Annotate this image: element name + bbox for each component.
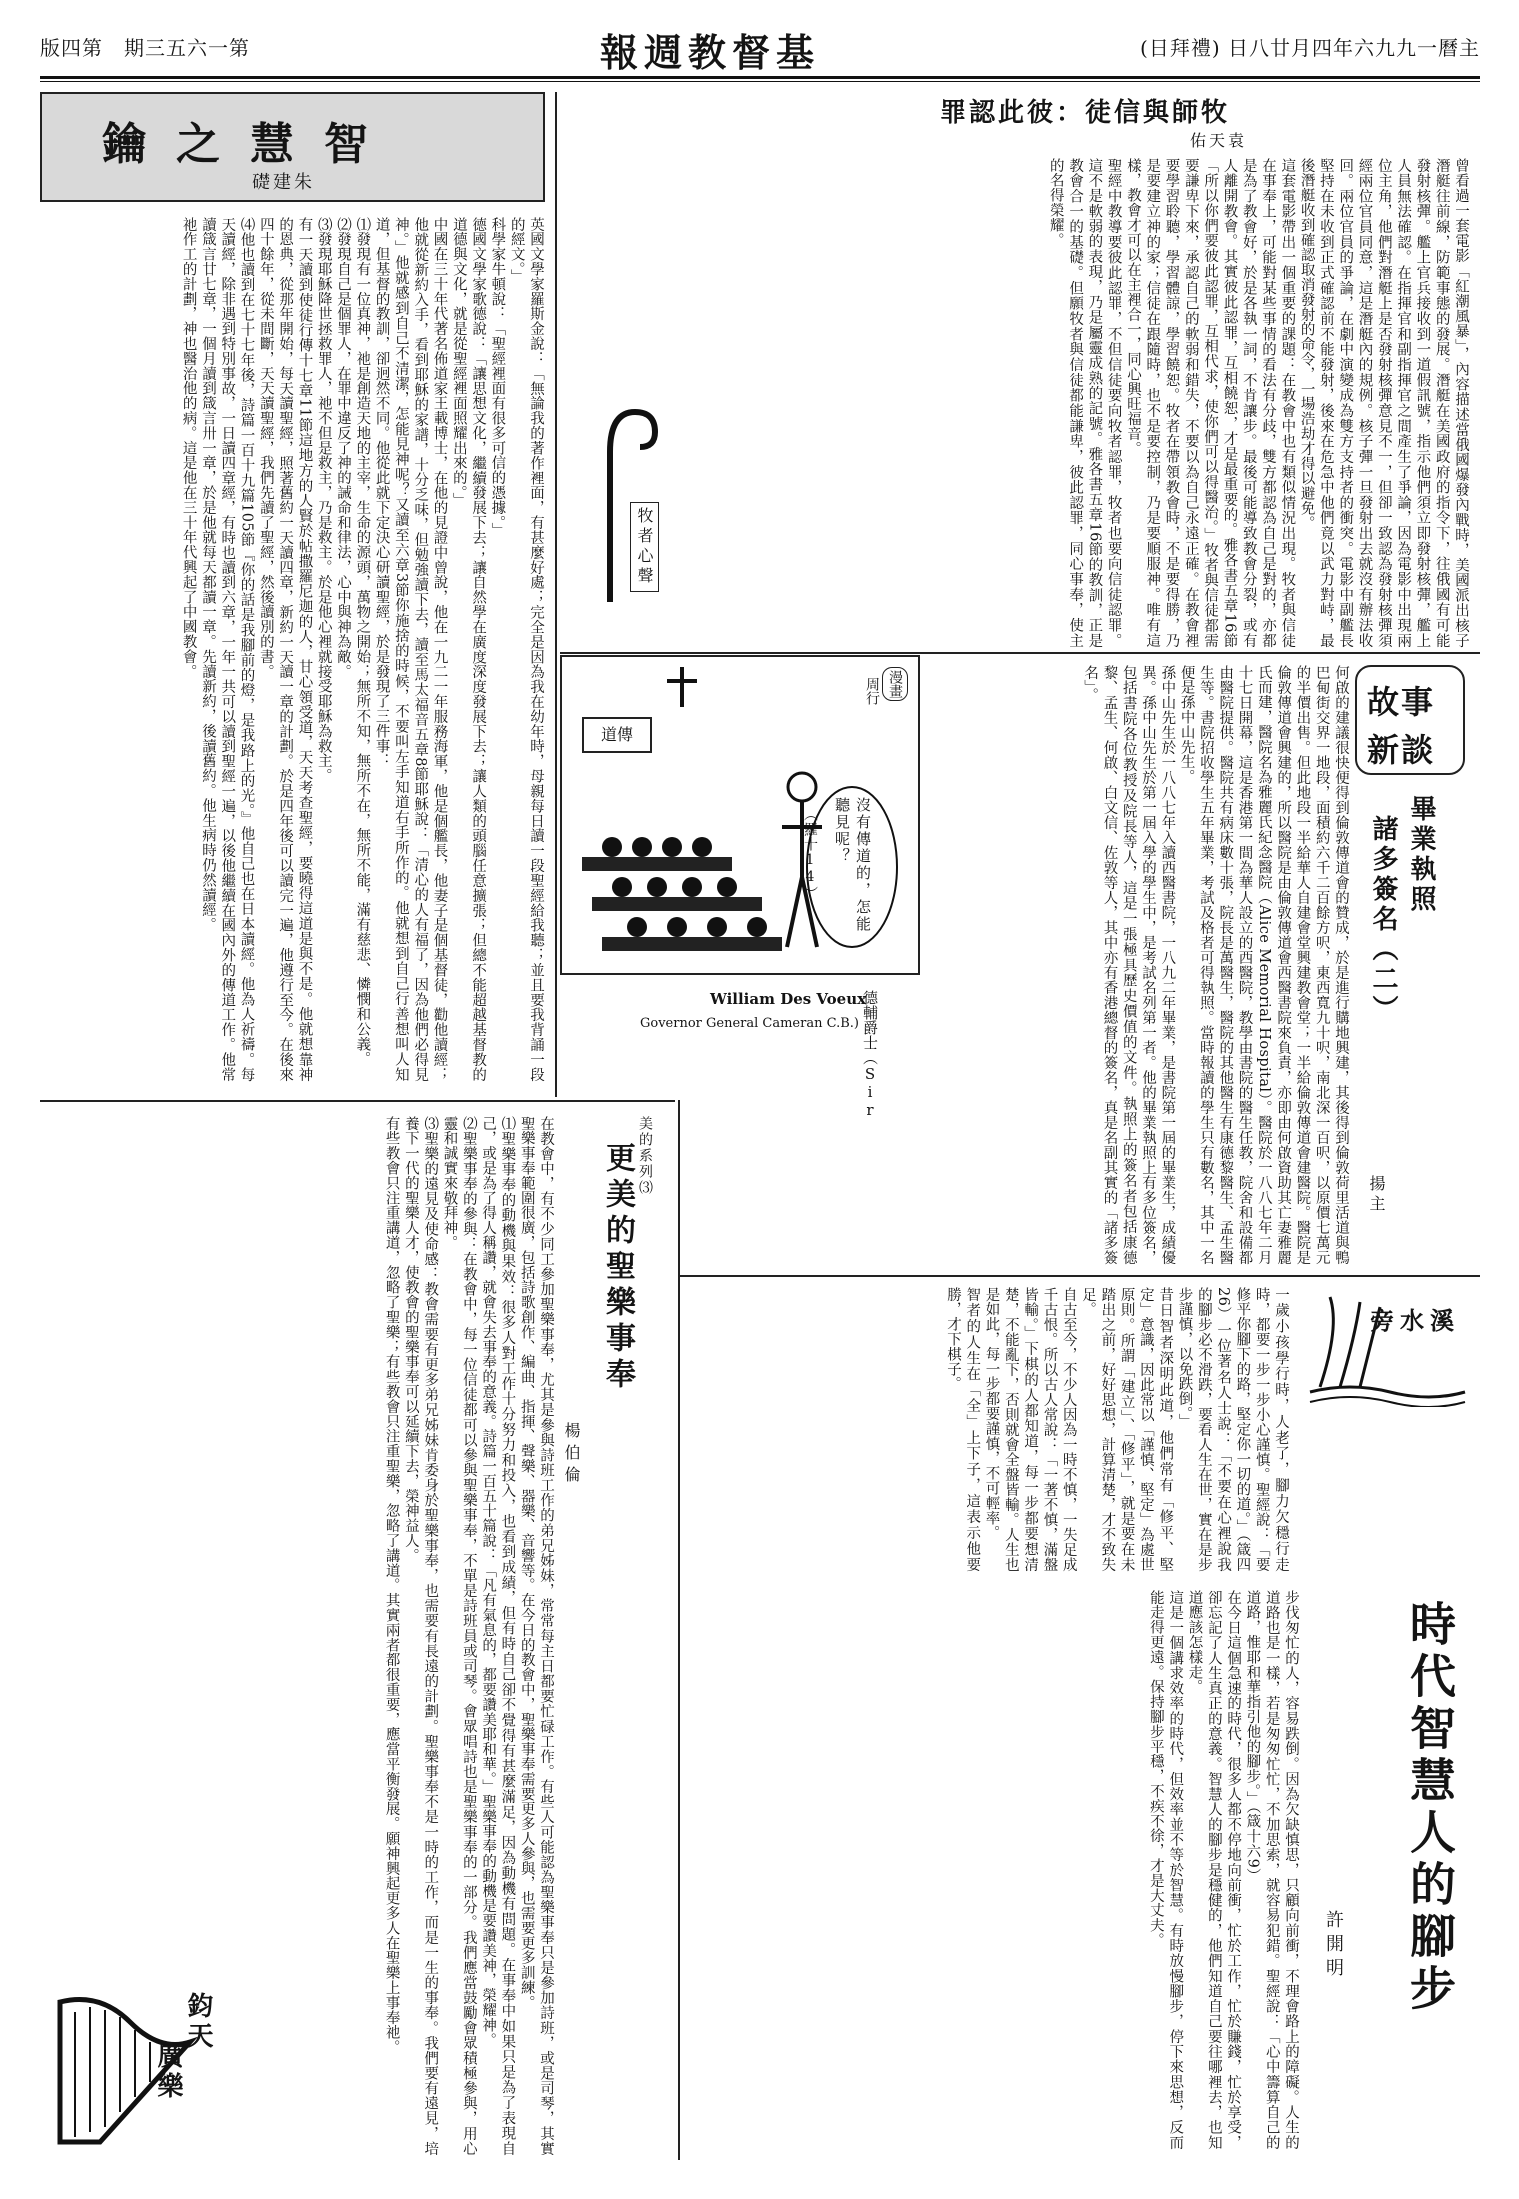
shidai-title: 時代智慧人的腳步 — [1403, 1600, 1457, 2016]
gengmei-body: 在教會中，有不少同工參加聖樂事奉，尤其是參與詩班工作的弟兄姊妹，常常每主日都要忙碌工作。有些人可能認為聖樂事奉只是參加詩班，或是司琴，其實聖樂事奉範圍很廣，包括詩歌創作、編曲、指揮、聲樂、器樂、音響等。在今日的教會中，聖樂事奉需要更多人參與，也需要更多訓練。 ⑴聖樂事奉的動機與果效：很多人對工作十分努力和投入，也看到成績，但有時自己卻不覺得有甚麼滿足，因為動機有問題。在事奉中如果只是為了表現自己，或是為了得人稱讚，就會失去事奉的意義。詩篇一百五十篇說：「凡有氣息的，都要讚美耶和華。」聖樂事奉的動機是要讚美神，榮耀神。 ⑵聖樂事奉的參與：在教會中，每一位信徒都可以參與聖樂事奉，不單是詩班員或司琴。會眾唱詩也是聖樂事奉的一部分。我們應當鼓勵會眾積極參與，用心靈和誠實來敬拜神。 ⑶聖樂的遠見及使命感：教會需要有更多弟兄姊妹肯委身於聖樂事奉，也需要有長遠的計劃。聖樂事奉不是一時的工作，而是一生的事奉。我們要有遠見，培養下一代的聖樂人才，使教會的聖樂事奉可以延續下去，榮神益人。 有些教會只注重講道，忽略了聖樂；有些教會只注重聖樂，忽略了講道。其實兩者都很重要，應當平衡發展。願神興起更多人在聖樂上事奉祂。 — [383, 1116, 554, 2156]
cartoon-panel — [560, 655, 920, 975]
gengmei-title: 更美的聖樂事奉 — [600, 1142, 635, 1394]
shidai-body: 步伐匆忙的人，容易跌倒。因為欠缺慎思，只顧向前衝，不理會路上的障礙。人生的道路也是一樣，若是匆匆忙忙，不加思索，就容易犯錯。聖經說：「心中籌算自己的道路，惟耶和華指引他的腳步。」（箴十六9） 在今日這個急速的時代，很多人都不停地向前衝，忙於工作，忙於賺錢，忙於享受，卻忘記了人生真正的意義。智慧人的腳步是穩健的，他們知道自己要往哪裡去，也知道應該怎樣走。 這是一個講求效率的時代，但效率並不等於智慧。有時放慢腳步，停下來思想，反而能走得更遠。保持腳步平穩，不疾不徐，才是大丈夫。 — [1147, 1590, 1299, 2150]
masthead — [40, 22, 1480, 75]
gushi-title1: 畢業執照 — [1406, 795, 1436, 915]
zhihui-article — [40, 92, 555, 1092]
gengmei-author: 楊伯倫 — [562, 1422, 581, 1488]
gushi-badge-top: 故事 — [1367, 683, 1436, 721]
column-divider — [555, 92, 557, 1097]
newspaper-title: 報週教督基 — [600, 30, 821, 75]
zhihui-body: 英國文學家羅斯金說：「無論我的著作裡面，有甚麼好處；完全是因為我在幼年時，母親每日讀一段聖經給我聽；並且要我背誦一段的經文。」 科學家牛頓說：「聖經裡面有很多可信的憑據。」 德國文學家歌德說：「讓思想文化，繼續發展下去；讓自然學在廣度深度發展下去；讓人類的頭腦任意擴張；但總不能超越基督教的道德與文化，就是從聖經裡面照耀出來的。」 中國在三十年代著名佈道家王載博士，在他的見證中曾說，他在一九二一年服務海軍，他是個艦長，他妻子是個基督徒，勸他讀經；他就從新約入手，看到耶穌的家譜，十分乏味，但勉強讀下去，讀至馬太福音五章8節耶穌說：「清心的人有福了，因為他們必得見神。」他就感到自己不清潔，怎能見神呢？又讀至六章3節你施捨的時候，不要叫左手知道右手所作的。他就想到自己行善想叫人知道，但基督的教訓，卻迥然不同。他從此就下定決心研讀聖經，於是發現了三件事： ⑴發現有一位真神，祂是創造天地的主宰，生命的源頭，萬物之開始；無所不知，無所不在，無所不能，滿有慈悲、憐憫和公義。 ⑵發現自己是個罪人，在罪中違反了神的誡命和律法，心中與神為敵。 ⑶發現耶穌降世拯救罪人，祂不但是救主，乃是救主。於是他心裡就接受耶穌為救主。 有一天讀到使徒行傳十七章11節這地方的人賢於帖撒羅尼迦的人，甘心領受道，天天考查聖經，要曉得這道是與不是。他就想靠神的恩典，從那年開始，每天讀聖經，照著舊約一天讀四章，新約一天讀一章的計劃。於是四年後可以讀完一遍，他遵行至今。在後來四十餘年，從未間斷，天天讀聖經，我們先讀了聖經，然後讀別的書。 ⑷他也讀到在七十七年後，詩篇一百十九篇105節『你的話是我腳前的燈，是我路上的光。』他自己也在日本讀經。他為人祈禱。每天讀經，除非遇到特別事故，一日讀四章經，有時也讀到六章，一年一共可以讀到聖經一遍，以後他繼續在國內外的傳道工作。他常讀箴言廿七章，一個月讀到箴言卅一章，於是他就每天都讀一章。先讀新約，後讀舊約。他生病時仍然讀經。 祂作工的計劃，神也醫治他的病。這是他在三十年代興起了中國教會。 — [180, 217, 544, 1082]
gengmei-series: 美的系列⑶ — [637, 1116, 653, 1196]
shidai-article — [680, 1580, 1480, 2160]
cartoon-bubble-text: 沒有傳道的，怎能聽見呢？ — [833, 797, 872, 933]
shidai-author: 許開明 — [1323, 1910, 1344, 1982]
column-divider — [678, 1100, 680, 2160]
zhihui-title-box — [40, 92, 545, 202]
zhihui-title: 鑰之慧智 — [102, 119, 398, 170]
gouti-title1: 鈞天 — [183, 1992, 213, 2052]
issue-date: (日拜禮) 日八廿月四年六九九一曆主 — [1140, 36, 1480, 60]
xishui-title: 旁水溪 — [1370, 1307, 1460, 1335]
section-divider — [560, 652, 1480, 654]
mushi-body: 曾看過一套電影「紅潮風暴」，內容描述當俄國爆發內戰時，美國派出核子潛艇往前線，防範事態的發展。潛艇在美國政府的指令下，往俄國有可能發射核彈。艦上官兵接收到一道假訊號，指示他們須立即發射核彈，艦上人員無法確認。在指揮官和副指揮官之間產生了爭論，因為電影中出現兩位主角，他們對潛艇上是否發射核彈意見不一，但卻一致認為發射核彈須經兩位官員同意，這是潛艇內的規例。核子彈一旦發射出去就沒有辦法收回。兩位官員的爭論，在劇中演變成為雙方支持者的衝突。電影中副艦長堅持在未收到正式確認前不能發射，後來在危急中他們竟以武力對峙，最後潛艇收到確認取消發射的命令，一場浩劫才得以避免。 這套電影帶出一個重要的課題：在教會中也有類似情況出現。牧者與信徒在事奉上，可能對某些事情的看法有分歧，雙方都認為自己是對的，亦都是為了教會好，於是各執一詞，不肯讓步。最後可能導致教會分裂，或有人離開教會。其實彼此認罪，互相饒恕，才是最重要的。雅各書五章16節「所以你們要彼此認罪，互相代求，使你們可以得醫治。」牧者與信徒都需要謙卑下來，承認自己的軟弱和錯失，不要以為自己永遠正確。在教會裡要學習聆聽，學習體諒，學習饒恕。牧者在帶領教會時，不是要得勝，乃是要建立神的家；信徒在跟隨時，也不是要控制，乃是要順服神。唯有這樣，教會才可以在主裡合一，同心興旺福音。 聖經中教導要彼此認罪，不但信徒要向牧者認罪，牧者也要向信徒認罪。這不是軟弱的表現，乃是屬靈成熟的記號。雅各書五章16節的教訓，正是教會合一的基礎。但願牧者與信徒都能謙卑，彼此認罪，同心事奉，使主的名得榮耀。 — [1047, 158, 1469, 648]
gushi-sig-en: William Des Voeux — [710, 990, 867, 1008]
shepherd-caption: 牧者心聲 — [630, 502, 659, 592]
sign-board: 道傳 — [582, 717, 652, 753]
issue-info: 版四第 期三五六一第 — [40, 36, 250, 60]
cartoon-badge: 漫畫 — [882, 667, 908, 701]
mushi-title: 罪認此彼：徒信與師牧 — [940, 98, 1231, 128]
gengmei-article — [40, 1100, 675, 2160]
cartoon-ref: （羅十14） — [802, 807, 818, 901]
mushi-article — [560, 92, 1480, 652]
gushi-author: 揚主 — [1367, 1175, 1386, 1215]
gushi-badge-bottom: 新談 — [1367, 731, 1436, 769]
gushi-sig-title-en: Governor General Cameran C.B.) — [640, 1016, 859, 1031]
gushi-title2: 諸多簽名（二） — [1368, 815, 1398, 1025]
gushi-article — [925, 655, 1480, 1270]
masthead-rule — [40, 76, 1480, 79]
gushi-badge — [1355, 665, 1465, 775]
mushi-author: 佑天袁 — [1190, 131, 1248, 150]
cartoon-artist: 周行 — [864, 677, 880, 705]
masthead-rule-thin — [40, 81, 1480, 82]
xishui-article — [680, 1275, 1480, 1575]
gushi-sig-label: 德輔爵士（Sir — [861, 990, 879, 1119]
gouti-title2: 廣樂 — [153, 2042, 183, 2102]
gushi-body: 何啟的建議很快便得到倫敦傳道會的贊成，於是進行購地興建，其後得到倫敦荷里活道與鴨巴甸街交界一地段，面積約六千二百餘方呎，東西寬九十呎，南北深一百呎，以原價七萬元的半價出售。但此地段一半給華人自建會堂興建教會堂；一半給倫敦傳道會建醫院。醫院是倫敦傳道會興建的，所以醫院是由倫敦傳道會西醫書院來負責，亦即由何啟資助其亡妻雅麗氏而建，醫院名為雅麗氏紀念醫院（Alice Memorial Hospital）。醫院於一八八七年二月十七日開幕，這是香港第一間為華人設立的西醫院，教學由書院的醫生任教，院舍和設備都由醫院提供。醫院共有病床數十張，院長是萬醫生，醫院的其他醫生有康德黎醫生、孟生醫生等。書院招收學生五年畢業，考試及格者可得執照。當時報讀的學生只有數名，其中一名便是孫中山先生。 孫中山先生於一八八七年入讀西醫書院，一八九二年畢業，是書院第一屆的畢業生，成績優異。孫中山先生於第一屆入學的學生中，是考試名列第一者。他的畢業執照上有多位簽名，包括書院各位教授及院長等人，這是一張極具歷史價值的文件。執照上的簽名者包括康德黎、孟生、何啟、白文信、佐敦等人，其中亦有香港總督的簽名，真是名副其實的「諸多簽名」。 — [1082, 665, 1349, 1265]
xishui-body: 一歲小孩學行時，人老了，腳力欠穩行走時，都要一步一步小心謹慎。聖經說：「要修平你腳下的路，堅定你一切的道。」（箴四26）一位著名人士說：「不要在心裡說我的腳步必不滑跌，要看人生在世，實在是步步謹慎，以免跌倒。」 昔日智者深明此道，他們常有「修平、堅定」意識，因此常以「謹慎、堅定」為處世原則。所謂「建立」、「修平」，就是要在未踏出之前，好好思想，計算清楚，才不致失足。 自古至今，不少人因為一時不慎，一失足成千古恨。所以古人常說：「一著不慎，滿盤皆輸。」下棋的人都知道，每一步都要想清楚，不能亂下，否則就會全盤皆輸。人生也是如此，每一步都要謹慎，不可輕率。 智者的人生在「全」上下子，這表示他要勝，才下棋子。 — [944, 1287, 1289, 1572]
zhihui-author: 礎建朱 — [252, 172, 315, 193]
